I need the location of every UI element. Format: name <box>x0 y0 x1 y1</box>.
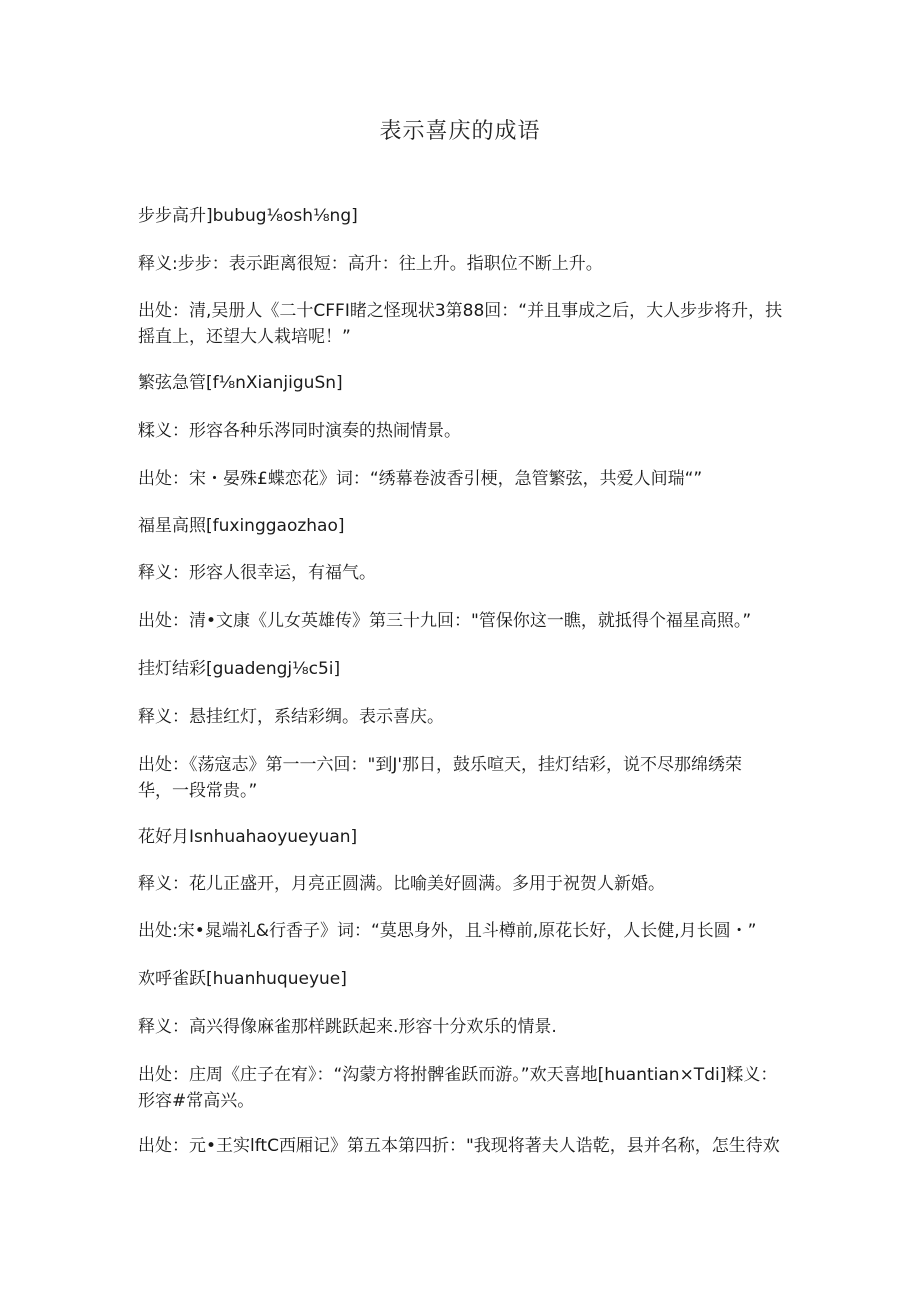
idiom-heading-guadengjiecai: 挂灯结彩[guadengj⅛c5i] <box>138 659 341 679</box>
source-text: 出处：《荡寇志》第一一六回："到J'那日，鼓乐喧天，挂灯结彩，说不尽那绵绣荣华，一段常贵。” <box>138 755 743 801</box>
meaning-text: 释义：花儿正盛开，月亮正圆满。比喻美好圆满。多用于祝贺人新婚。 <box>138 874 665 894</box>
meaning-text: 释义：形容人很幸运，有福气。 <box>138 563 376 583</box>
page-title: 表示喜庆的成语 <box>379 119 541 144</box>
idiom-heading-bubugaosheng: 步步高升]bubug⅛osh⅛ng] <box>138 206 358 226</box>
idiom-heading-fuxinggaozhao: 福星高照[fuxinggaozhao] <box>138 516 345 536</box>
source-text: 出处：宋・晏殊£蝶恋花》词：“绣幕卷波香引梗，急管繁弦，共爱人间瑞“” <box>138 469 703 489</box>
meaning-text: 释义:步步：表示距离很短：高升：往上升。指职位不断上升。 <box>138 254 603 274</box>
source-text: 出处:宋•晁端礼&行香子》词：“莫思身外，且斗樽前,原花长好，人长健,月长圆・” <box>138 921 757 941</box>
meaning-text: 糅义：形容各种乐涔同时演奏的热闹情景。 <box>138 421 461 441</box>
source-text: 出处：清,吴册人《二十CFFI睹之怪现状3第88回：“并且事成之后，大人步步将升，扶摇直上，还望大人栽培呢！” <box>138 301 783 347</box>
idiom-heading-fanxianjiguan: 繁弦急管[f⅛nXianjiguSn] <box>138 373 343 393</box>
source-text: 出处：清•文康《儿女英雄传》第三十九回："管保你这一瞧，就抵得个福星高照。” <box>138 611 752 631</box>
idiom-heading-huanhuqueyue: 欢呼雀跃[huanhuqueyue] <box>138 969 347 989</box>
meaning-text: 释义：悬挂红灯，系结彩绸。表示喜庆。 <box>138 707 444 727</box>
source-text: 出处：元•王实lftC西厢记》第五本第四折："我现将著夫人诰乾，县并名称，怎生待欢 <box>138 1136 780 1156</box>
idiom-heading-huahaoyueyuan: 花好月Isnhuahaoyueyuan] <box>138 827 358 847</box>
source-text: 出处：庄周《庄子在宥》：“沟蒙方将拊髀雀跃而游。”欢天喜地[huantian×Tdi]糅义：形容#常高兴。 <box>138 1065 778 1111</box>
meaning-text: 释义：高兴得像麻雀那样跳跃起来.形容十分欢乐的情景. <box>138 1017 557 1037</box>
